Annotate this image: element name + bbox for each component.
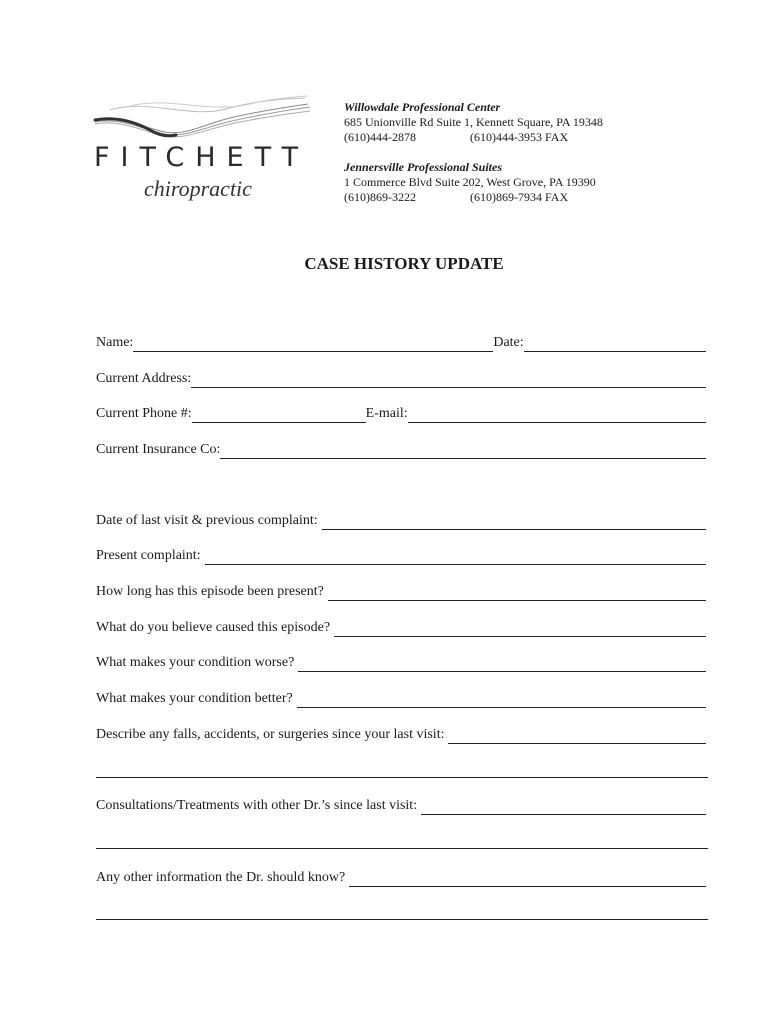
other-info-field[interactable]: [349, 871, 706, 887]
question-present-complaint: Present complaint:: [96, 548, 201, 563]
insurance-field[interactable]: [220, 443, 706, 459]
location-block-jennersville: [344, 160, 596, 205]
question-cause: What do you believe caused this episode?: [96, 620, 331, 635]
question-row: [96, 547, 706, 565]
question-row: [96, 512, 706, 530]
phone-email-row: [96, 405, 706, 423]
form-title: CASE HISTORY UPDATE: [304, 254, 504, 273]
logo-name: FITCHETT: [94, 142, 310, 173]
question-row: [96, 619, 706, 637]
question-row: [96, 869, 706, 887]
date-field[interactable]: [524, 336, 706, 352]
question-row: [96, 690, 706, 708]
location-fax: (610)869-7934 FAX: [470, 190, 569, 204]
question-how-long: How long has this episode been present?: [96, 584, 324, 599]
how-long-field[interactable]: [328, 585, 706, 601]
consults-field[interactable]: [421, 799, 706, 815]
location-name: Willowdale Professional Center: [344, 100, 501, 114]
question-row: [96, 726, 706, 744]
clinic-logo: [90, 90, 315, 210]
location-phone: (610)444-2878: [344, 130, 416, 144]
question-consults: Consultations/Treatments with other Dr.’s since last visit:: [96, 798, 418, 813]
question-falls: Describe any falls, accidents, or surgeries since your last visit:: [96, 727, 445, 742]
location-name: Jennersville Professional Suites: [344, 160, 503, 174]
last-visit-field[interactable]: [322, 514, 706, 530]
logo-tagline: chiropractic: [144, 176, 252, 201]
worse-field[interactable]: [298, 656, 706, 672]
address-label: Current Address:: [96, 371, 192, 386]
address-field[interactable]: [191, 372, 706, 388]
question-row: [96, 654, 706, 672]
question-worse: What makes your condition worse?: [96, 655, 295, 670]
name-label: Name:: [96, 335, 134, 350]
email-label: E-mail:: [365, 406, 408, 421]
falls-extra-line[interactable]: [96, 777, 708, 778]
date-label: Date:: [493, 335, 524, 350]
name-date-row: [96, 334, 706, 352]
location-address: 685 Unionville Rd Suite 1, Kennett Square, PA 19348: [344, 115, 603, 129]
question-row: [96, 583, 706, 601]
present-complaint-field[interactable]: [205, 549, 706, 565]
location-fax: (610)444-3953 FAX: [470, 130, 569, 144]
question-other: Any other information the Dr. should know?: [96, 870, 346, 885]
insurance-row: [96, 441, 706, 459]
location-address: 1 Commerce Blvd Suite 202, West Grove, PA 19390: [344, 175, 596, 189]
phone-label: Current Phone #:: [96, 406, 192, 421]
logo-wave-graphic: [90, 90, 315, 150]
phone-field[interactable]: [192, 407, 366, 423]
location-phone: (610)869-3222: [344, 190, 416, 204]
better-field[interactable]: [297, 692, 706, 708]
question-better: What makes your condition better?: [96, 691, 293, 706]
other-info-extra-line[interactable]: [96, 919, 708, 920]
question-last-visit: Date of last visit & previous complaint:: [96, 513, 318, 528]
location-block-willowdale: [344, 100, 603, 145]
cause-field[interactable]: [334, 621, 706, 637]
consults-extra-line[interactable]: [96, 848, 708, 849]
question-row: [96, 797, 706, 815]
insurance-label: Current Insurance Co:: [96, 442, 221, 457]
address-row: [96, 370, 706, 388]
falls-field[interactable]: [448, 728, 706, 744]
email-field[interactable]: [408, 407, 706, 423]
name-field[interactable]: [133, 336, 493, 352]
